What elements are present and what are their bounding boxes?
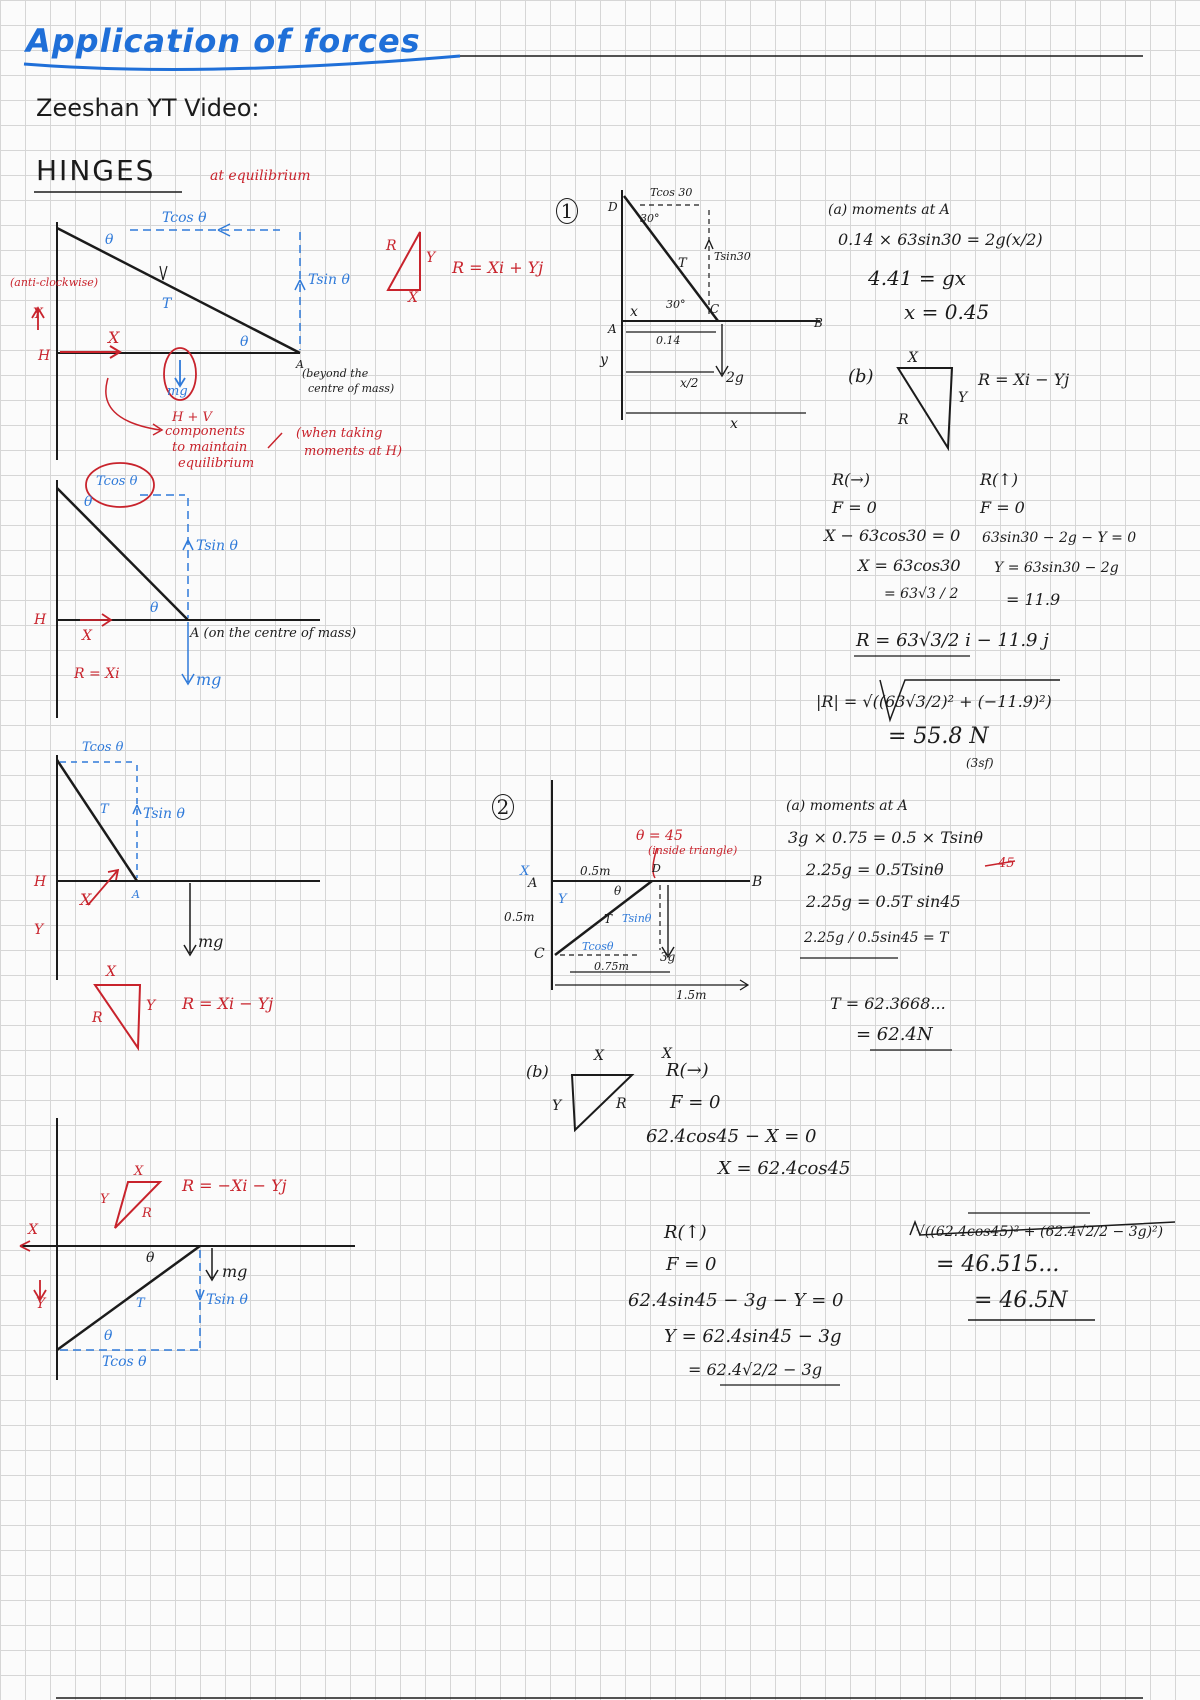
fig4-theta-bottom: θ xyxy=(104,1328,113,1344)
q1-tcos30: Tcos 30 xyxy=(650,186,693,199)
fig2-mg: mg xyxy=(196,670,222,689)
fig4-tcos: Tcos θ xyxy=(102,1354,147,1370)
q1-t: T xyxy=(678,256,687,271)
q1-tsin30: Tsin30 xyxy=(714,250,751,263)
q2-a-line-3: 2.25g = 0.5Tsinθ xyxy=(806,860,944,879)
q1-r-vector: R = 63√3/2 i − 11.9 j xyxy=(856,630,1049,651)
q2-y: Y xyxy=(558,892,567,907)
q1-tri-r: R xyxy=(898,412,909,428)
fig1-when2: moments at H) xyxy=(304,444,403,459)
fig1-x: X xyxy=(108,328,120,347)
q1-right-1: R(↑) xyxy=(980,470,1018,489)
q2-b: B xyxy=(752,874,763,890)
q1-magnitude: |R| = √((63√3/2)² + (−11.9)²) xyxy=(816,692,1052,711)
fig1-h: H xyxy=(38,348,51,364)
fig1-tsin: Tsin θ xyxy=(308,272,350,288)
q1-angle30: 30° xyxy=(640,212,660,225)
q1-xarrow: x xyxy=(630,304,638,320)
q2-d05h: 0.5m xyxy=(580,864,611,878)
q2-h-line-3: F = 0 xyxy=(670,1092,721,1113)
q1-d014: 0.14 xyxy=(656,334,681,347)
q2-theta45: θ = 45 xyxy=(636,828,683,844)
fig4-tri-y: Y xyxy=(100,1192,109,1207)
fig4-x: X xyxy=(28,1222,38,1238)
fig4-theta-top: θ xyxy=(146,1250,155,1266)
q2-c: C xyxy=(534,946,545,962)
q1-tri-x: X xyxy=(908,350,918,366)
q1-left-5: = 63√3 / 2 xyxy=(884,586,959,602)
q1-right-3: 63sin30 − 2g − Y = 0 xyxy=(982,530,1137,546)
heading-note: at equilibrium xyxy=(210,168,311,184)
q2-h-line-1: X xyxy=(662,1046,672,1062)
fig2-h: H xyxy=(34,612,47,628)
q1-a-line-2: 0.14 × 63sin30 = 2g(x/2) xyxy=(838,230,1043,249)
page-subtitle: Zeeshan YT Video: xyxy=(36,94,260,122)
fig1-tcos: Tcos θ xyxy=(162,210,207,226)
q2-a-line-6: T = 62.3668... xyxy=(830,994,946,1013)
fig1-y: Y xyxy=(33,306,43,322)
q2-mag-line-1: √((62.4cos45)² + (62.4√2/2 − 3g)²) xyxy=(916,1224,1164,1240)
fig3-tcos: Tcos θ xyxy=(82,740,124,755)
fig3-tri-x: X xyxy=(106,964,116,980)
q2-v-line-4: Y = 62.4sin45 − 3g xyxy=(664,1326,842,1347)
q2-arrow-note: 45 xyxy=(998,856,1015,871)
q1-angle30b: 30° xyxy=(666,298,686,311)
q2-h-line-4: 62.4cos45 − X = 0 xyxy=(646,1126,817,1147)
q1-right-5: = 11.9 xyxy=(1006,590,1061,609)
q2-t: T xyxy=(604,912,613,926)
q1-a-line-1: (a) moments at A xyxy=(828,202,950,218)
fig4-diagram xyxy=(20,1118,355,1380)
q2-h-line-5: X = 62.4cos45 xyxy=(718,1158,851,1179)
fig1-a: A xyxy=(296,358,304,371)
fig1-tri-r: R xyxy=(386,238,397,254)
fig4-y: Y xyxy=(36,1296,46,1312)
q2-a-line-7: = 62.4N xyxy=(856,1024,933,1045)
fig4-mg: mg xyxy=(222,1262,248,1281)
fig3-x: X xyxy=(80,890,92,909)
fig4-tsin: Tsin θ xyxy=(206,1292,248,1308)
fig4-tri-x: X xyxy=(134,1164,144,1179)
q2-x: X xyxy=(520,864,530,879)
fig3-tsin: Tsin θ xyxy=(143,806,185,822)
page-title: Application of forces xyxy=(26,22,421,60)
q1-a-line-4: x = 0.45 xyxy=(904,300,990,324)
q1-r-eq: R = Xi − Yj xyxy=(978,370,1070,389)
q1-sf: (3sf) xyxy=(966,756,994,770)
q2-a-line-5: 2.25g / 0.5sin45 = T xyxy=(804,930,949,946)
q1-left-3: X − 63cos30 = 0 xyxy=(824,526,961,545)
q1-x2: x/2 xyxy=(680,376,699,390)
q1-left-2: F = 0 xyxy=(832,498,877,517)
q2-v-line-1: R(↑) xyxy=(664,1222,707,1243)
q1-number: 1 xyxy=(556,198,578,224)
fig1-mg: mg xyxy=(167,384,188,399)
q2-three-g: 3g xyxy=(660,950,676,964)
q2-v-line-5: = 62.4√2/2 − 3g xyxy=(688,1360,823,1379)
fig1-tri-y: Y xyxy=(426,250,436,266)
q2-h-line-2: R(→) xyxy=(666,1060,709,1081)
fig1-comp1: H + V xyxy=(172,410,212,425)
q1-a: A xyxy=(608,322,617,336)
fig1-r-eq: R = Xi + Yj xyxy=(452,258,544,277)
fig1-when1: (when taking xyxy=(296,426,383,441)
q1-c: C xyxy=(710,302,720,316)
q2-a-line-1: (a) moments at A xyxy=(786,798,908,814)
fig3-y: Y xyxy=(34,922,44,938)
q1-left-4: X = 63cos30 xyxy=(858,556,961,575)
q1-right-4: Y = 63sin30 − 2g xyxy=(994,560,1119,576)
fig1-theta-bottom: θ xyxy=(240,334,249,350)
q2-d: D xyxy=(652,862,661,875)
fig2-tcos: Tcos θ xyxy=(96,474,138,489)
fig2-tsin: Tsin θ xyxy=(196,538,238,554)
fig2-r-eq: R = Xi xyxy=(74,666,120,682)
fig1-anticlockwise: (anti-clockwise) xyxy=(10,276,99,289)
fig2-x: X xyxy=(82,628,92,644)
fig4-r-eq: R = −Xi − Yj xyxy=(182,1176,287,1195)
fig3-mg: mg xyxy=(198,932,224,951)
fig1-comp4: equilibrium xyxy=(178,456,255,471)
fig2-theta-bottom: θ xyxy=(150,600,159,616)
q2-v-line-3: 62.4sin45 − 3g − Y = 0 xyxy=(628,1290,844,1311)
q2-d05v: 0.5m xyxy=(504,910,535,924)
q1-d: D xyxy=(608,200,618,214)
fig2-a-note: A (on the centre of mass) xyxy=(190,626,357,641)
q2-d075: 0.75m xyxy=(594,960,629,973)
section-heading: HINGES xyxy=(36,154,156,187)
q2-tcos: Tcosθ xyxy=(582,940,614,953)
fig1-beyond: (beyond the xyxy=(302,367,369,380)
q1-two-g: 2g xyxy=(726,370,744,386)
fig2-theta-top: θ xyxy=(84,494,93,510)
fig1-t: T xyxy=(162,296,172,312)
fig1-theta-top: θ xyxy=(105,232,114,248)
q2-a-line-4: 2.25g = 0.5T sin45 xyxy=(806,892,961,911)
q2-a-line-2: 3g × 0.75 = 0.5 × Tsinθ xyxy=(788,828,983,847)
fig3-tri-y: Y xyxy=(146,998,156,1014)
q2-tri-r: R xyxy=(616,1096,627,1112)
fig1-beyond2: centre of mass) xyxy=(308,382,395,395)
q2-b-label: (b) xyxy=(526,1062,549,1081)
q1-left-1: R(→) xyxy=(832,470,870,489)
q1-right-2: F = 0 xyxy=(980,498,1025,517)
fig3-h: H xyxy=(34,874,47,890)
q2-tsin: Tsinθ xyxy=(622,912,652,925)
fig3-t: T xyxy=(100,802,109,817)
fig1-comp2: components xyxy=(165,424,245,439)
fig4-t: T xyxy=(136,1296,145,1311)
q2-mag-line-2: = 46.515... xyxy=(936,1252,1060,1277)
fig3-tri-r: R xyxy=(92,1010,103,1026)
q2-mag-line-3: = 46.5N xyxy=(974,1288,1068,1313)
fig3-a: A xyxy=(132,888,140,901)
q2-inside: (inside triangle) xyxy=(648,844,738,857)
q2-theta: θ xyxy=(614,884,622,898)
q1-yarrow: y xyxy=(600,352,608,368)
q1-a-line-3: 4.41 = gx xyxy=(868,266,967,290)
q2-number: 2 xyxy=(492,794,514,820)
fig1-comp3: to maintain xyxy=(172,440,248,455)
title-underline xyxy=(24,56,460,69)
q1-b-label: (b) xyxy=(848,366,874,387)
fig1-tri-x: X xyxy=(408,290,418,306)
q2-a: A xyxy=(528,876,538,891)
q2-tri-x: X xyxy=(594,1048,604,1064)
q2-tri-y: Y xyxy=(552,1098,562,1114)
q1-result: = 55.8 N xyxy=(888,724,989,749)
fig4-tri-r: R xyxy=(142,1206,152,1221)
q1-tri-y: Y xyxy=(958,390,968,406)
q1-b: B xyxy=(814,316,823,330)
q2-d15: 1.5m xyxy=(676,988,707,1002)
q1-xfull: x xyxy=(730,416,738,432)
fig3-r-eq: R = Xi − Yj xyxy=(182,994,274,1013)
q2-v-line-2: F = 0 xyxy=(666,1254,717,1275)
